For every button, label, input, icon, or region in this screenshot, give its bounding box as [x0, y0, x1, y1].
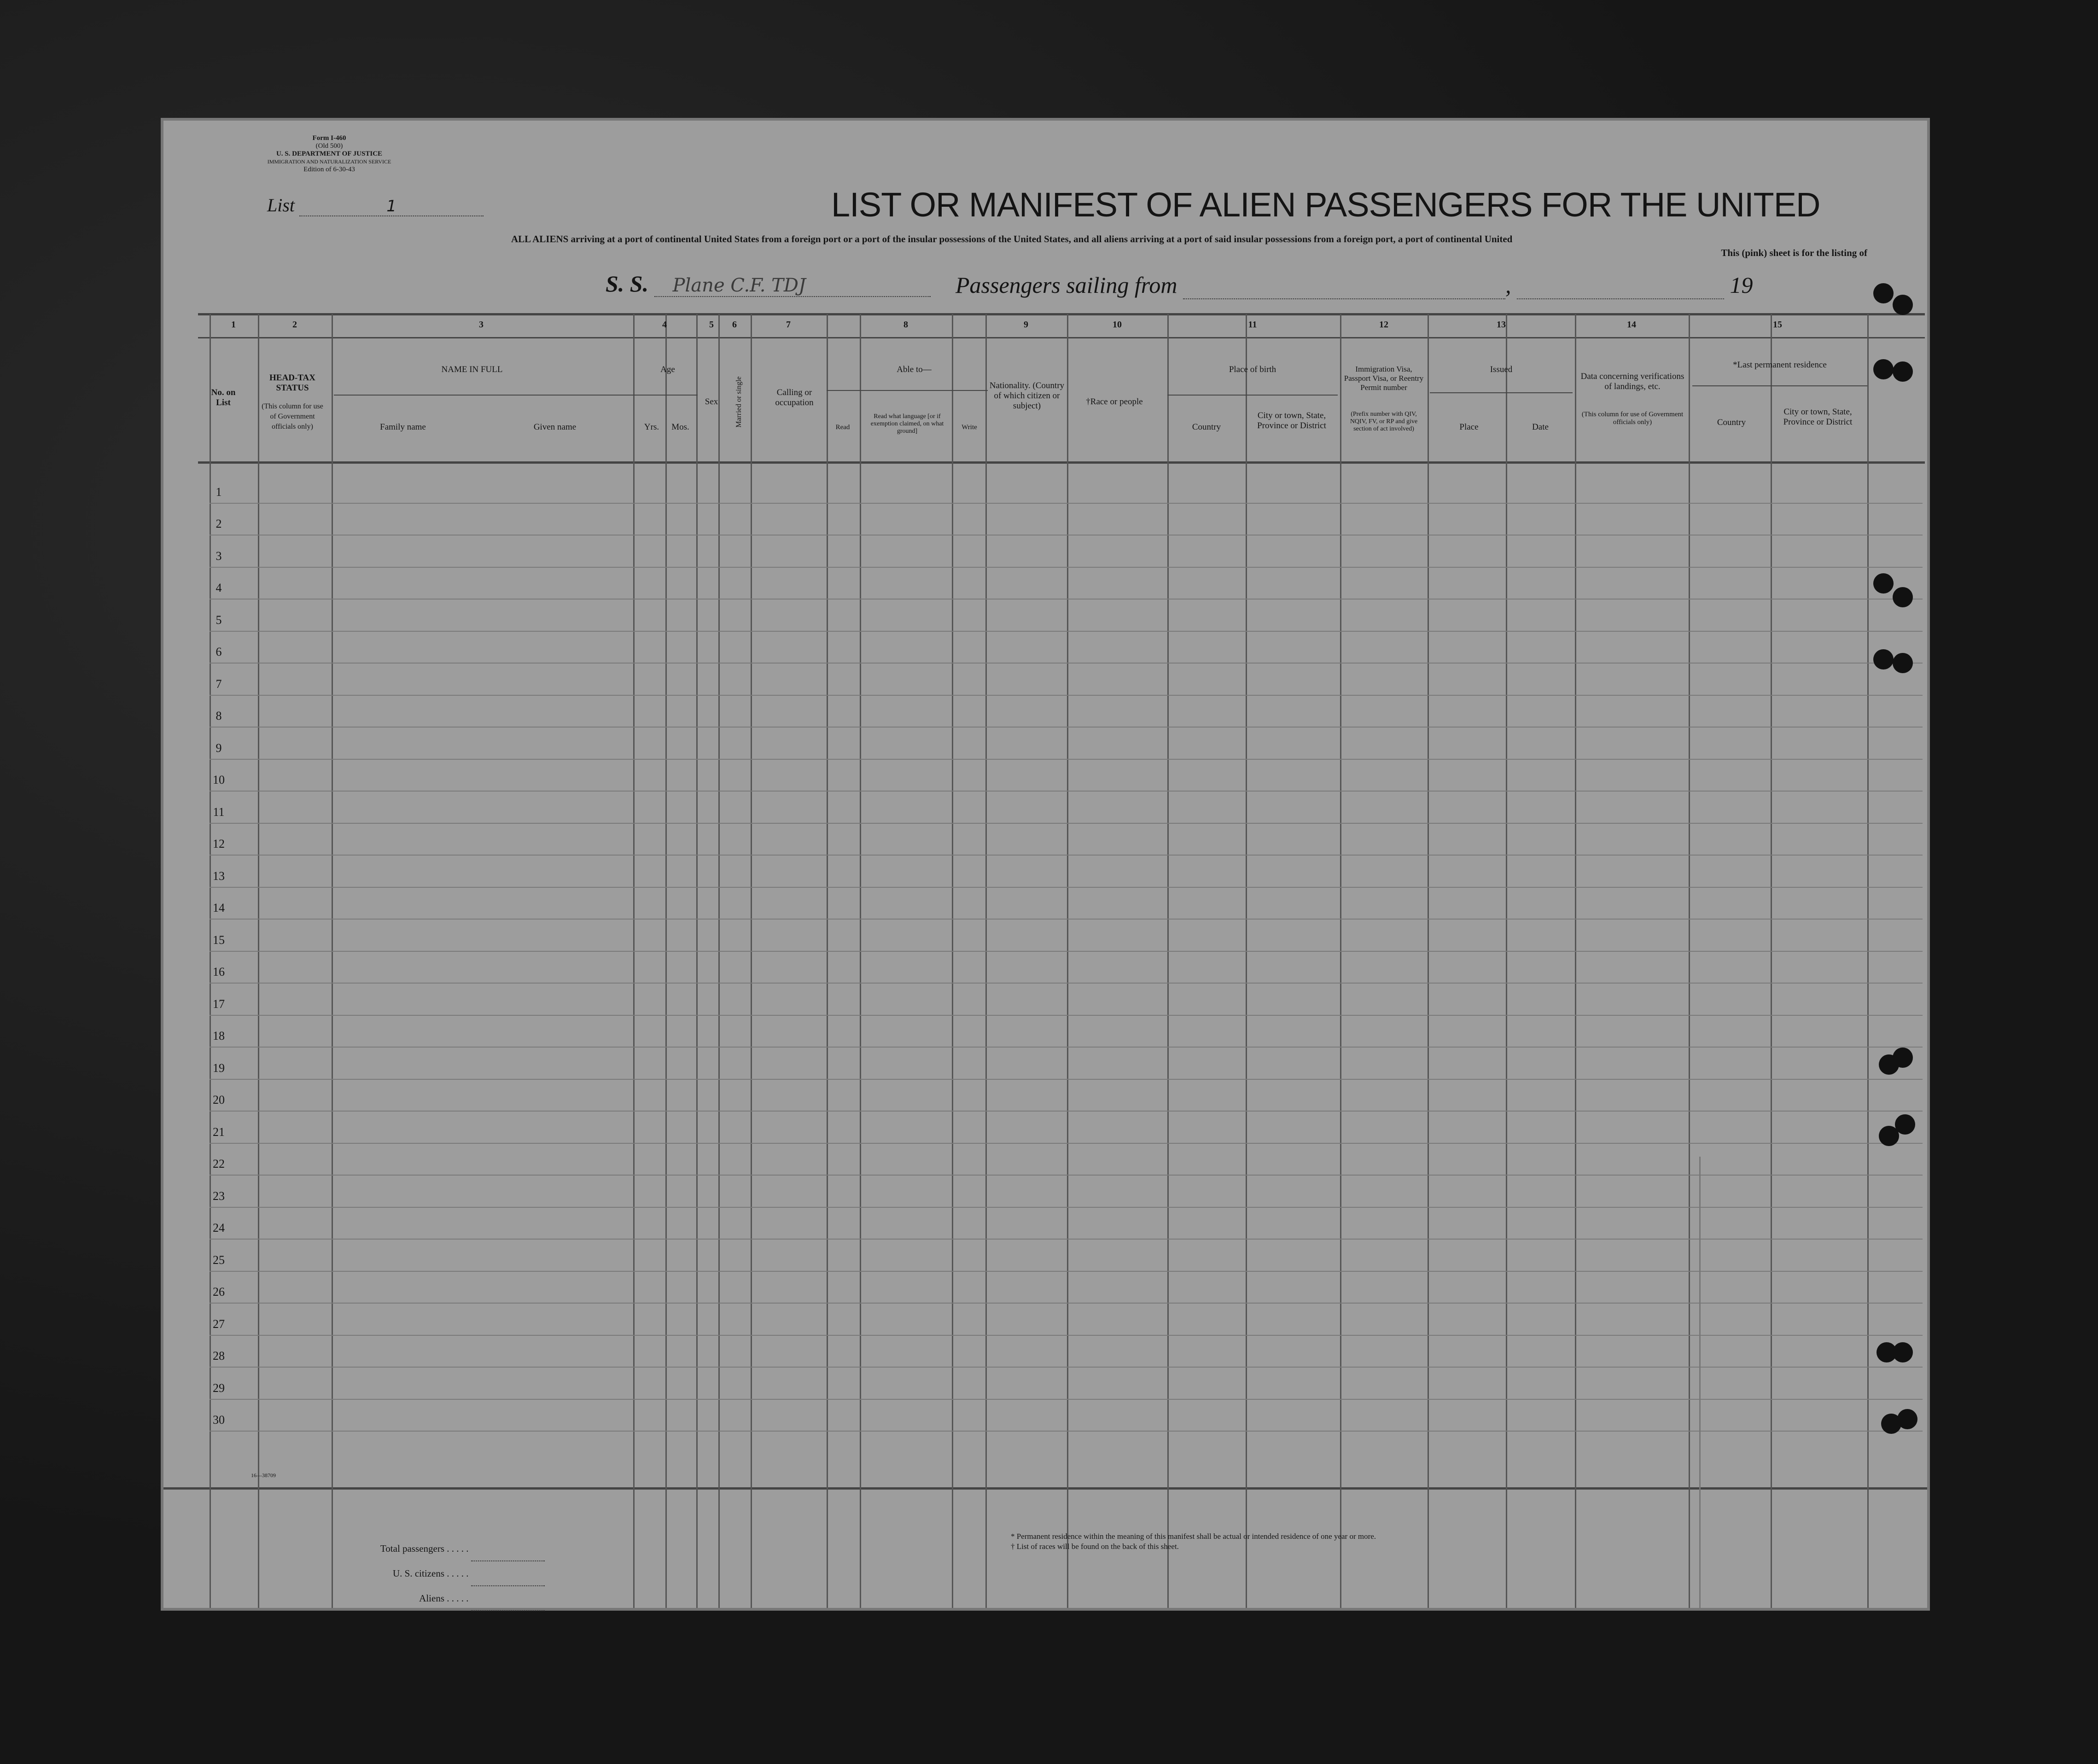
row-number: 29 [213, 1381, 225, 1395]
subtitle-line-2: This (pink) sheet is for the listing of [1721, 247, 1867, 258]
row-number: 18 [213, 1029, 225, 1042]
row-rule [210, 503, 1923, 504]
column-line [633, 314, 635, 1608]
column-number: 11 [1248, 320, 1257, 330]
header-married: Married or single [735, 376, 743, 428]
column-line [1067, 314, 1068, 1608]
totals-block [343, 1537, 545, 1611]
row-rule [210, 1175, 1923, 1176]
column-number: 14 [1627, 320, 1636, 330]
header-bottom-rule [198, 461, 1925, 464]
year-label: 19 [1730, 272, 1753, 298]
header-issued: Issued [1490, 365, 1513, 374]
row-rule [210, 1399, 1923, 1400]
footnote-star: * Permanent residence within the meaning of this manifest shall be actual or intended residence of one year or more. [1011, 1532, 1376, 1541]
punch-hole [1873, 573, 1894, 594]
form-block [237, 134, 421, 174]
header-yrs: Yrs. [644, 422, 659, 432]
us-citizens-dots: . . . . . [447, 1568, 471, 1579]
header-data-note: (This column for use of Government officials only) [1581, 411, 1684, 426]
header-read-what: Read what language [or if exemption claimed, on what ground] [870, 413, 944, 435]
row-rule [210, 1047, 1923, 1048]
header-able-to: Able to— [897, 365, 932, 374]
column-number: 5 [709, 320, 714, 330]
total-passengers-row [343, 1537, 545, 1561]
sailing-field: Passengers sailing from , 19 [956, 272, 1753, 299]
column-line [332, 314, 333, 1608]
row-number: 17 [213, 997, 225, 1011]
header-sex: Sex [705, 397, 718, 407]
header-calling: Calling or occupation [775, 388, 814, 408]
row-number: 7 [216, 677, 222, 691]
header-family-name: Family name [380, 422, 426, 432]
row-number: 15 [213, 933, 225, 947]
row-rule [210, 695, 1923, 696]
header-race: †Race or people [1086, 397, 1143, 407]
header-head-tax-note: (This column for use of Government officials only) [262, 402, 323, 431]
table-bottom-rule [163, 1487, 1927, 1490]
row-rule [210, 1111, 1923, 1112]
header-age: Age [660, 365, 675, 374]
column-number: 4 [662, 320, 667, 330]
row-number: 12 [213, 837, 225, 850]
row-rule [210, 535, 1923, 536]
row-number: 28 [213, 1349, 225, 1362]
punch-hole [1893, 1342, 1913, 1362]
row-number: 25 [213, 1253, 225, 1267]
sailing-line [1183, 272, 1505, 299]
ss-value: Plane C.F. TDJ [672, 275, 806, 296]
row-number: 5 [216, 613, 222, 627]
column-number: 2 [292, 320, 297, 330]
aliens-row [343, 1586, 545, 1611]
subrule-issued [1430, 392, 1573, 393]
column-line [1575, 314, 1576, 1608]
header-name-in-full: NAME IN FULL [441, 365, 503, 374]
ss-line [606, 270, 931, 297]
punch-hole [1893, 653, 1913, 673]
column-line [860, 314, 861, 1608]
list-value: 1 [386, 197, 396, 215]
row-number: 23 [213, 1189, 225, 1203]
row-rule [210, 951, 1923, 952]
service: IMMIGRATION AND NATURALIZATION SERVICE [267, 158, 391, 165]
total-passengers-line [471, 1537, 545, 1561]
column-number: 9 [1024, 320, 1028, 330]
sailing-label: Passengers sailing from [956, 272, 1177, 298]
column-line [1428, 314, 1429, 1608]
list-value-line [299, 197, 484, 216]
header-place: Place [1459, 422, 1479, 432]
row-rule [210, 567, 1923, 568]
punch-hole [1873, 359, 1894, 379]
column-line [1867, 314, 1869, 1608]
row-number: 22 [213, 1157, 225, 1170]
paper-crease [1699, 1157, 1701, 1608]
column-line [1771, 314, 1772, 1608]
row-number: 6 [216, 645, 222, 658]
column-number: 10 [1113, 320, 1122, 330]
row-number: 19 [213, 1061, 225, 1075]
punch-hole [1893, 1048, 1913, 1068]
header-res-city: City or town, State, Province or District [1783, 407, 1853, 427]
column-line [258, 314, 259, 1608]
column-line [1689, 314, 1690, 1608]
subrule-name [334, 395, 633, 396]
header-read: Read [835, 424, 850, 431]
column-line [1167, 314, 1169, 1608]
column-line [718, 314, 720, 1608]
column-number: 8 [903, 320, 908, 330]
total-passengers-dots: . . . . . [447, 1543, 471, 1554]
punch-hole [1897, 1409, 1917, 1429]
header-birth-country: Country [1192, 422, 1221, 432]
punch-hole [1895, 1114, 1915, 1135]
manifest-sheet [163, 121, 1927, 1608]
row-rule [210, 1143, 1923, 1144]
column-number: 6 [732, 320, 737, 330]
row-rule [210, 1079, 1923, 1080]
row-rule [210, 1015, 1923, 1016]
header-head-tax: HEAD-TAX STATUS [269, 373, 315, 393]
edition: Edition of 6-30-43 [303, 166, 355, 173]
row-rule [210, 727, 1923, 728]
column-line [1246, 314, 1247, 1608]
subtitle-line-1: ALL ALIENS arriving at a port of continental United States from a foreign port or a port of the insular possessions of the United States, and all aliens arriving at a port of said insular possessions from a foreign port, a port of continental United [511, 233, 1513, 245]
row-rule [210, 631, 1923, 632]
row-rule [210, 1271, 1923, 1272]
punch-hole [1893, 295, 1913, 315]
list-field [267, 194, 484, 216]
us-citizens-row [343, 1561, 545, 1586]
row-rule [210, 1207, 1923, 1208]
row-number: 8 [216, 709, 222, 722]
header-visa: Immigration Visa, Passport Visa, or Reentry Permit number [1344, 365, 1424, 392]
ss-label: S. S. [606, 271, 649, 297]
row-rule [210, 1303, 1923, 1304]
row-number: 26 [213, 1285, 225, 1298]
old-number: (Old 500) [315, 142, 343, 150]
row-number: 30 [213, 1413, 225, 1426]
row-number: 16 [213, 965, 225, 978]
punch-hole [1893, 361, 1913, 382]
row-rule [210, 823, 1923, 824]
header-no-on-list: No. on List [211, 388, 236, 408]
row-rule [210, 791, 1923, 792]
row-rule [210, 1367, 1923, 1368]
us-citizens-label: U. S. citizens [393, 1568, 444, 1579]
row-number: 14 [213, 901, 225, 914]
column-line [696, 314, 698, 1608]
date-line [1517, 272, 1724, 299]
column-number: 13 [1497, 320, 1506, 330]
subrule-able [827, 390, 988, 391]
row-number: 2 [216, 517, 222, 530]
department: U. S. DEPARTMENT OF JUSTICE [276, 150, 383, 157]
list-label: List [267, 195, 295, 215]
ss-value-line [654, 275, 931, 297]
row-number: 4 [216, 581, 222, 594]
form-number: Form I-460 [312, 134, 346, 142]
header-res-country: Country [1717, 418, 1746, 427]
subrule-birth [1167, 395, 1338, 396]
column-line [751, 314, 752, 1608]
column-line [1506, 314, 1507, 1608]
aliens-line [471, 1586, 545, 1611]
header-birth-city: City or town, State, Province or District [1257, 411, 1326, 431]
row-number: 3 [216, 549, 222, 563]
row-rule [210, 1335, 1923, 1336]
row-number: 9 [216, 741, 222, 755]
column-number: 3 [479, 320, 484, 330]
header-write: Write [962, 424, 977, 431]
column-line [665, 314, 667, 1608]
punch-hole [1873, 649, 1894, 670]
row-rule [210, 663, 1923, 664]
header-mos: Mos. [671, 422, 689, 432]
header-last-residence: *Last permanent residence [1733, 360, 1827, 370]
column-number: 15 [1773, 320, 1782, 330]
form-code-bottom: 16—38709 [251, 1472, 276, 1479]
column-number: 7 [786, 320, 791, 330]
row-rule [210, 1431, 1923, 1432]
us-citizens-line [471, 1561, 545, 1586]
header-data-concerning: Data concerning verifications of landings, etc. [1580, 372, 1684, 391]
header-given-name: Given name [533, 422, 577, 432]
subrule-residence [1692, 385, 1867, 386]
row-rule [210, 919, 1923, 920]
row-rule [210, 1239, 1923, 1240]
row-number: 1 [216, 485, 222, 499]
row-rule [210, 759, 1923, 760]
subrule-age [633, 395, 698, 396]
header-nationality: Nationality. (Country of which citizen or subject) [989, 381, 1065, 411]
row-number: 13 [213, 869, 225, 883]
column-line [827, 314, 828, 1608]
manifest-title: LIST OR MANIFEST OF ALIEN PASSENGERS FOR THE UNITED [831, 186, 1820, 224]
aliens-label: Aliens [419, 1593, 444, 1604]
total-passengers-label: Total passengers [380, 1543, 444, 1554]
column-line [1340, 314, 1341, 1608]
table-top-rule [198, 313, 1925, 315]
row-number: 11 [213, 805, 225, 819]
row-number: 10 [213, 773, 225, 786]
row-rule [210, 887, 1923, 888]
punch-hole [1893, 587, 1913, 607]
header-visa-note: (Prefix number with QIV, NQIV, FV, or RP and give section of act involved) [1350, 411, 1418, 432]
row-number: 20 [213, 1093, 225, 1106]
header-place-of-birth: Place of birth [1229, 365, 1276, 374]
row-rule [210, 983, 1923, 984]
row-rule [210, 855, 1923, 856]
header-date: Date [1532, 422, 1549, 432]
row-number: 27 [213, 1317, 225, 1331]
row-rule [210, 599, 1923, 600]
column-line [985, 314, 987, 1608]
column-number-rule [198, 337, 1925, 338]
row-number: 24 [213, 1221, 225, 1234]
column-line [952, 314, 953, 1608]
punch-hole [1873, 283, 1894, 303]
column-number: 12 [1379, 320, 1388, 330]
aliens-dots: . . . . . [447, 1593, 471, 1604]
footnote-dagger: † List of races will be found on the back of this sheet. [1011, 1542, 1179, 1551]
column-number: 1 [231, 320, 236, 330]
row-number: 21 [213, 1125, 225, 1139]
